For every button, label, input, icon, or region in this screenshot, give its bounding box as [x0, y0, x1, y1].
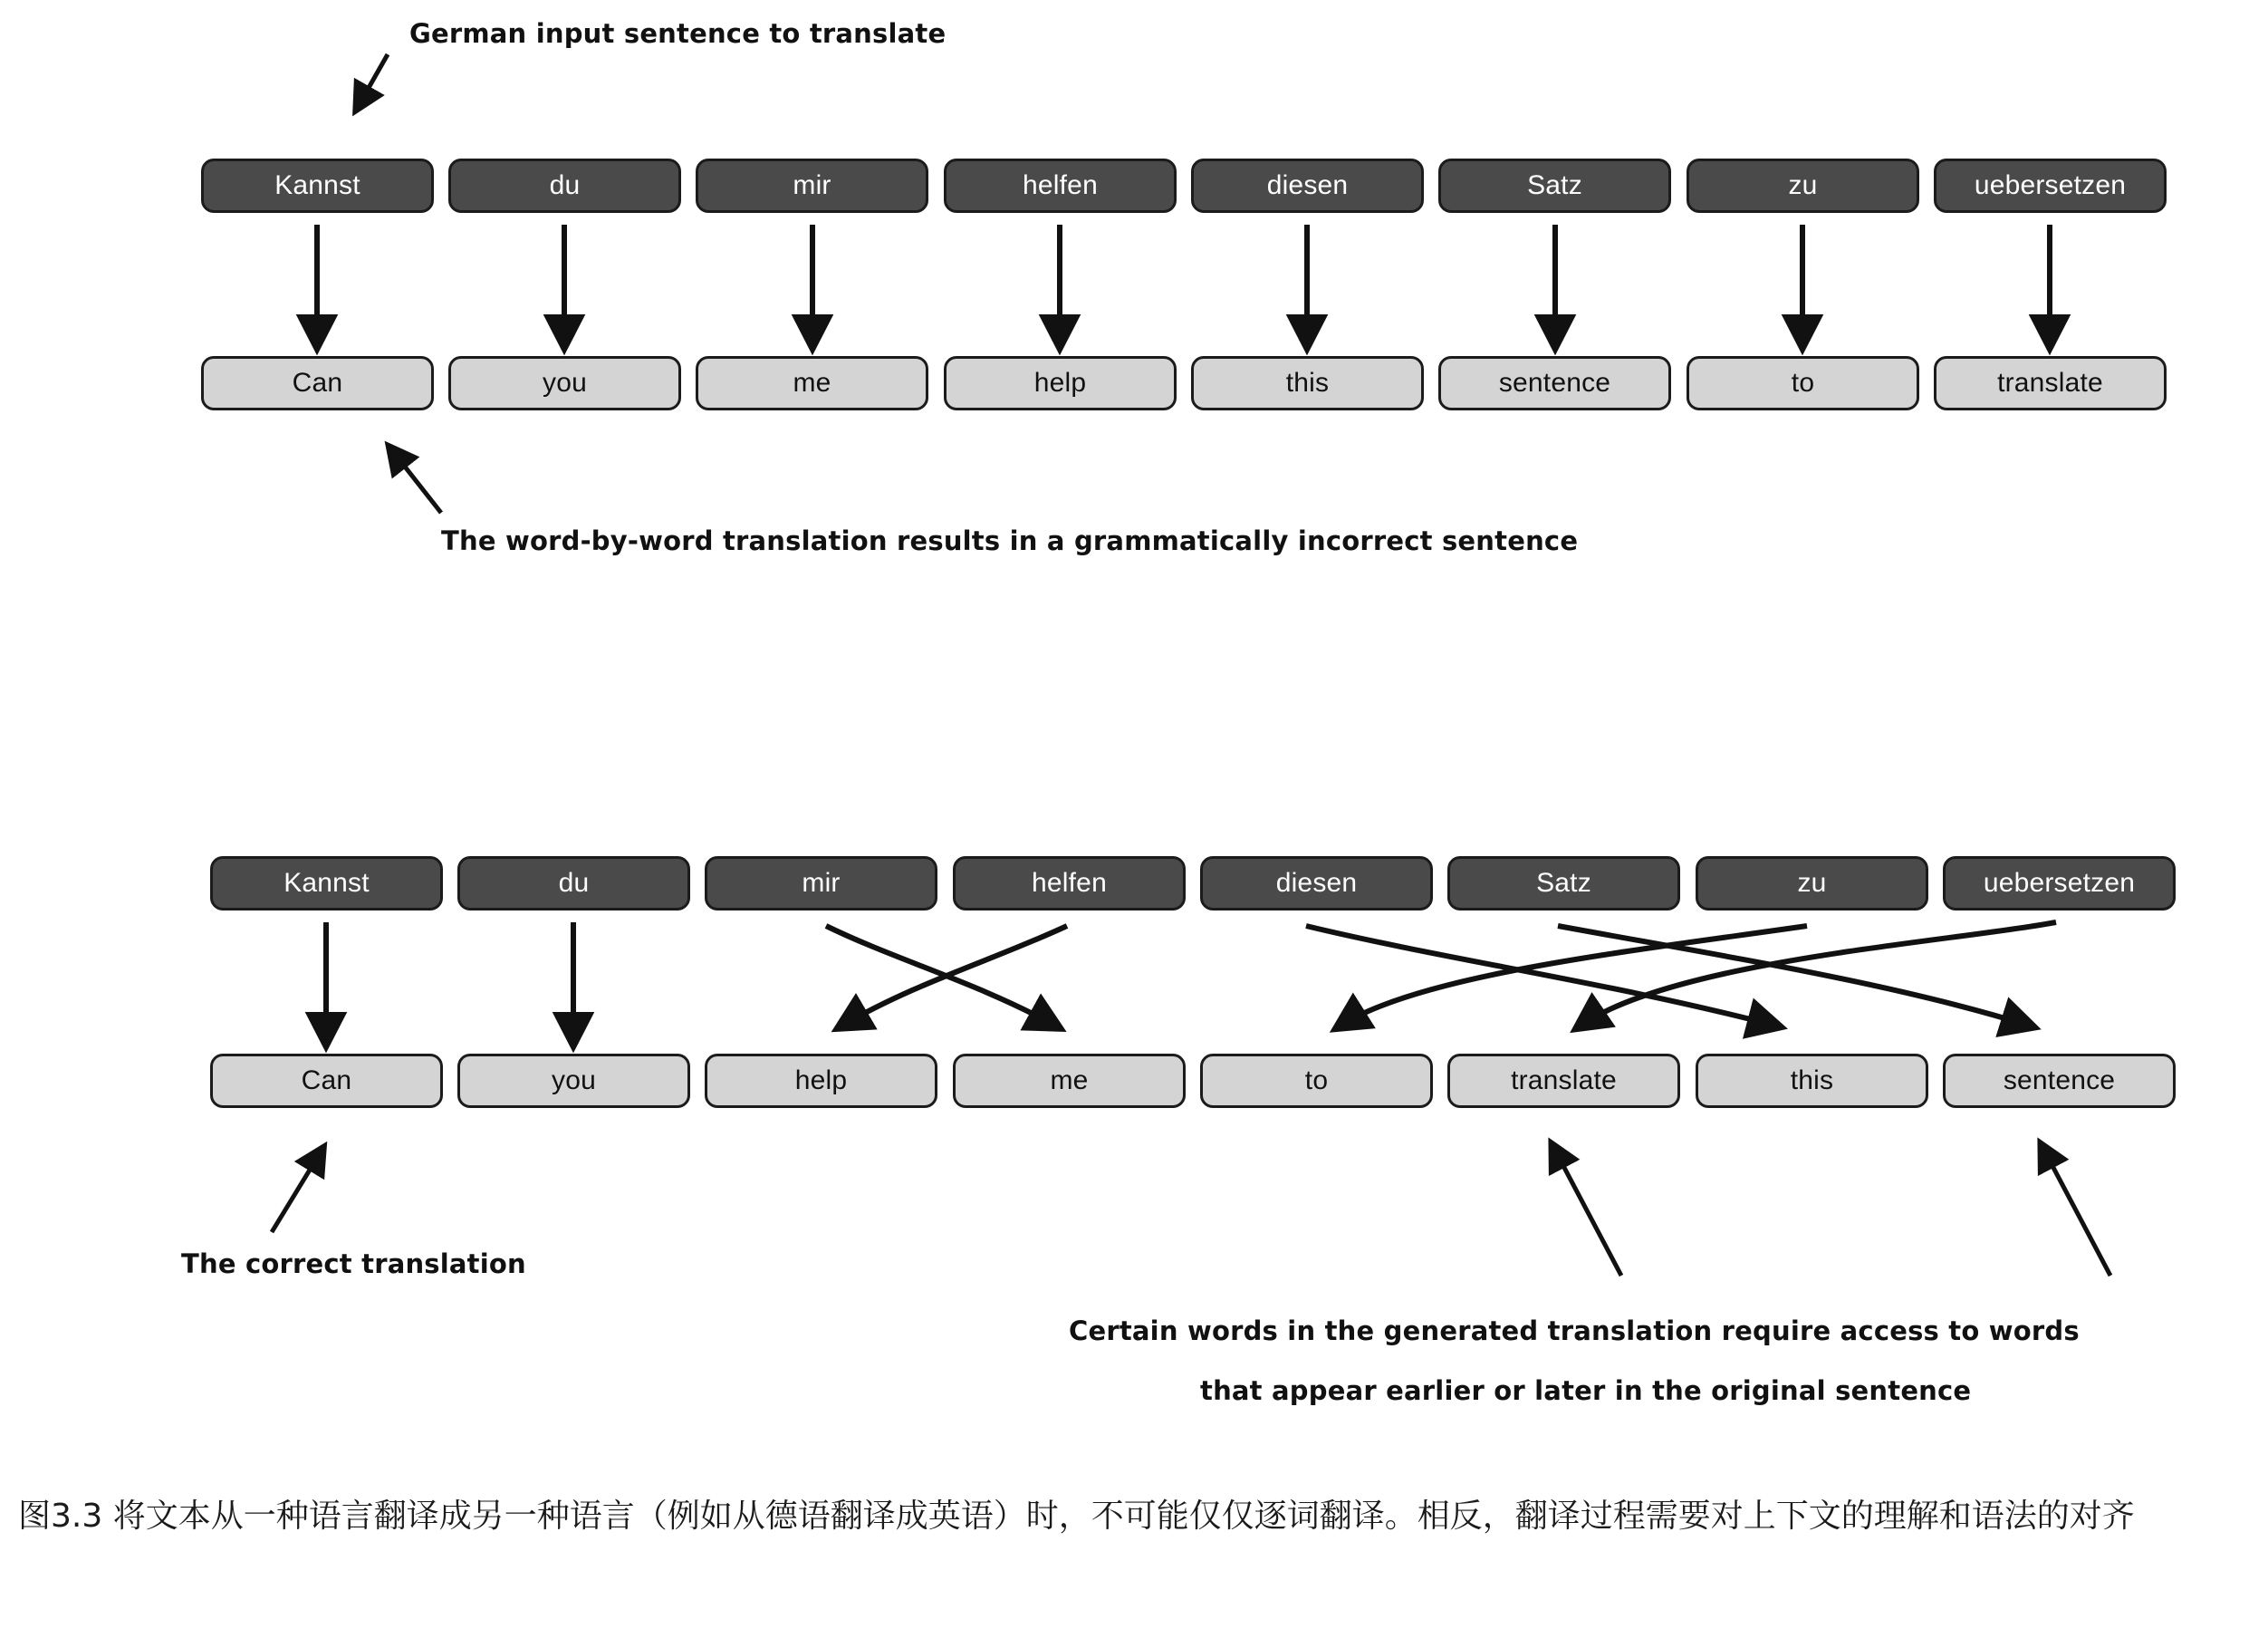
annotation-arrow-context-sentence [2042, 1147, 2110, 1276]
source-token-chip: diesen [1200, 856, 1433, 911]
target-token-chip: translate [1934, 356, 2167, 410]
annotation-context-line1: Certain words in the generated translation require access to words [1069, 1315, 2080, 1346]
annotation-arrow-german-input [358, 54, 388, 107]
annotation-correct-translation: The correct translation [181, 1248, 526, 1279]
source-token-chip: helfen [944, 159, 1177, 213]
target-token-chip: you [457, 1054, 690, 1108]
target-token-chip: me [696, 356, 928, 410]
alignment-arrows-top [317, 225, 2050, 342]
annotation-word-by-word: The word-by-word translation results in a grammatically incorrect sentence [441, 525, 1579, 556]
target-token-chip: to [1687, 356, 1919, 410]
figure-caption: 图3.3 将文本从一种语言翻译成另一种语言（例如从德语翻译成英语）时，不可能仅仅逐词翻译。相反，翻译过程需要对上下文的理解和语法的对齐 [18, 1498, 2135, 1535]
target-token-chip: this [1191, 356, 1424, 410]
source-token-chip: du [457, 856, 690, 911]
annotation-context-line2: that appear earlier or later in the original sentence [1200, 1375, 1972, 1406]
target-token-chip: this [1696, 1054, 1928, 1108]
annotation-arrow-word-by-word [391, 449, 441, 513]
annotation-german-input: German input sentence to translate [409, 18, 947, 49]
source-token-chip: helfen [953, 856, 1186, 911]
source-token-chip: zu [1696, 856, 1928, 911]
annotation-arrow-correct-translation [272, 1151, 322, 1232]
annotation-arrow-context-translate [1553, 1147, 1621, 1276]
target-token-chip: sentence [1943, 1054, 2176, 1108]
source-token-chip: Kannst [210, 856, 443, 911]
target-token-chip: me [953, 1054, 1186, 1108]
target-token-chip: Can [201, 356, 434, 410]
source-token-chip: mir [696, 159, 928, 213]
target-token-chip: sentence [1438, 356, 1671, 410]
target-token-chip: translate [1447, 1054, 1680, 1108]
source-token-chip: du [448, 159, 681, 213]
alignment-arrows-bottom [326, 922, 2056, 1040]
target-token-chip: you [448, 356, 681, 410]
source-token-chip: Satz [1438, 159, 1671, 213]
source-token-chip: Satz [1447, 856, 1680, 911]
source-token-chip: uebersetzen [1943, 856, 2176, 911]
source-token-chip: Kannst [201, 159, 434, 213]
source-token-chip: diesen [1191, 159, 1424, 213]
target-token-chip: Can [210, 1054, 443, 1108]
source-token-chip: mir [705, 856, 937, 911]
target-token-chip: help [705, 1054, 937, 1108]
target-token-chip: to [1200, 1054, 1433, 1108]
target-token-chip: help [944, 356, 1177, 410]
source-token-chip: zu [1687, 159, 1919, 213]
source-token-chip: uebersetzen [1934, 159, 2167, 213]
